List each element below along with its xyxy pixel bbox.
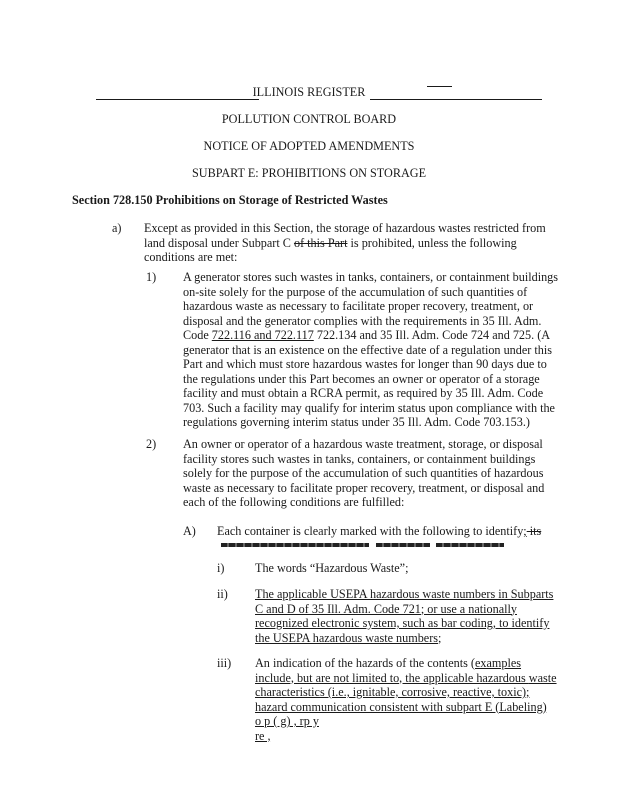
clause-i-text: The words “Hazardous Waste”; xyxy=(255,561,409,575)
A-line-1-underlined: ; xyxy=(523,524,527,538)
a-line-2-post: is prohibited, unless the following xyxy=(347,235,517,250)
a-line-2-pre: land disposal under Subpart C xyxy=(144,235,294,250)
p1-line-1: A generator stores such wastes in tanks, containers, or containment buildings xyxy=(183,270,559,284)
a-line-2 xyxy=(144,236,546,251)
p1-line-11: regulations governing interim status under 35 Ill. Adm. Code 703.153.) xyxy=(183,415,530,429)
subsection-a-text xyxy=(144,221,546,265)
p2-line-3: solely for the purpose of the accumulation of such quantities of hazardous xyxy=(183,466,544,480)
iii-line-1 xyxy=(255,656,557,671)
clause-i-marker: i) xyxy=(217,561,225,575)
paragraph-2-text xyxy=(183,437,544,510)
p2-line-2: facility stores such wastes in tanks, containers, or containment buildings xyxy=(183,451,536,466)
iii-line-1-pre: An indication of the hazards of the contents ( xyxy=(255,656,475,670)
p1-line-10: 703. Such a facility may qualify for interim status upon compliance with the xyxy=(183,400,555,415)
p1-line-6: generator that is an existence on the effective date of a regulation under this xyxy=(183,342,552,357)
section-heading: Section 728.150 Prohibitions on Storage of Restricted Wastes xyxy=(72,193,388,207)
iii-line-5: o p ( g) , rp y xyxy=(255,714,319,728)
ii-line-1: The applicable USEPA hazardous waste numbers in Subparts xyxy=(255,587,554,601)
p1-line-8: the regulations under this Part becomes an owner or operator of a storage xyxy=(183,371,540,386)
p1-line-7: Part and which must store hazardous wastes for longer than 90 days due to xyxy=(183,357,547,371)
paragraph-1-text xyxy=(183,270,558,430)
ii-line-3: recognized electronic system, such as bar coding, to identify xyxy=(255,616,550,630)
p1-line-2: on-site solely for the purpose of the accumulation of such quantities of xyxy=(183,284,528,299)
A-line-1-pre: Each container is clearly marked with the following to identify xyxy=(217,524,524,538)
iii-line-6: re , xyxy=(255,728,271,743)
paragraph-1-marker: 1) xyxy=(146,270,157,284)
struck-text-segment-2 xyxy=(376,543,430,547)
paragraph-2-marker: 2) xyxy=(146,437,157,451)
p2-line-5: each of the following conditions are fulfilled: xyxy=(183,495,405,509)
ii-line-2: C and D of 35 Ill. Adm. Code 721; or use a nationally xyxy=(255,601,517,616)
iii-line-4: hazard communication consistent with subpart E (Labeling) xyxy=(255,699,547,714)
iii-line-1-underlined: examples xyxy=(474,656,522,670)
p1-line-5-post: 722.134 and 35 Ill. Adm. Code 724 and 725. (A xyxy=(313,328,551,342)
clause-iii-marker: iii) xyxy=(217,656,232,670)
clause-ii-text xyxy=(255,587,553,645)
struck-text-segment-1 xyxy=(221,543,369,547)
A-line-1-struck: its xyxy=(526,524,542,538)
iii-line-2-part-2: waste xyxy=(528,670,557,685)
p2-line-1: An owner or operator of a hazardous waste treatment, storage, or disposal xyxy=(183,437,543,451)
p2-line-4: waste as necessary to facilitate proper recovery, treatment, or disposal and xyxy=(183,480,545,495)
a-line-2-struck: of this Part xyxy=(293,235,348,250)
notice-title: NOTICE OF ADOPTED AMENDMENTS xyxy=(203,139,415,153)
p1-line-4: disposal and the generator complies with the requirements in 35 Ill. Adm. xyxy=(183,313,542,328)
subparagraph-A-marker: A) xyxy=(183,524,196,538)
iii-line-3: characteristics (i.e., ignitable, corrosive, reactive, toxic); xyxy=(255,685,530,699)
subsection-a-marker: a) xyxy=(112,221,122,235)
iii-line-2 xyxy=(255,671,557,686)
ii-line-4: the USEPA hazardous waste numbers; xyxy=(255,630,442,645)
board-title: POLLUTION CONTROL BOARD xyxy=(221,112,397,126)
p1-line-5-pre: Code xyxy=(183,328,212,342)
p1-line-9: facility and must obtain a RCRA permit, as required by 35 Ill. Adm. Code xyxy=(183,386,544,400)
register-title: ILLINOIS REGISTER xyxy=(252,85,366,99)
clause-ii-marker: ii) xyxy=(217,587,228,601)
struck-text-segment-3 xyxy=(436,543,504,547)
a-line-3: conditions are met: xyxy=(144,250,238,264)
a-line-1: Except as provided in this Section, the storage of hazardous wastes restricted from xyxy=(144,221,546,235)
p1-line-5-underlined: 722.116 and 722.117 xyxy=(211,328,314,342)
subparagraph-A-line-1 xyxy=(217,524,541,539)
iii-line-2-part-1: include, but are not limited to, the applicable hazardous xyxy=(255,670,529,685)
p1-line-3: hazardous waste as necessary to facilitate proper recovery, treatment, or xyxy=(183,299,534,313)
p1-line-5 xyxy=(183,328,558,343)
subpart-title: SUBPART E: PROHIBITIONS ON STORAGE xyxy=(191,166,427,180)
clause-iii-text xyxy=(255,656,557,743)
